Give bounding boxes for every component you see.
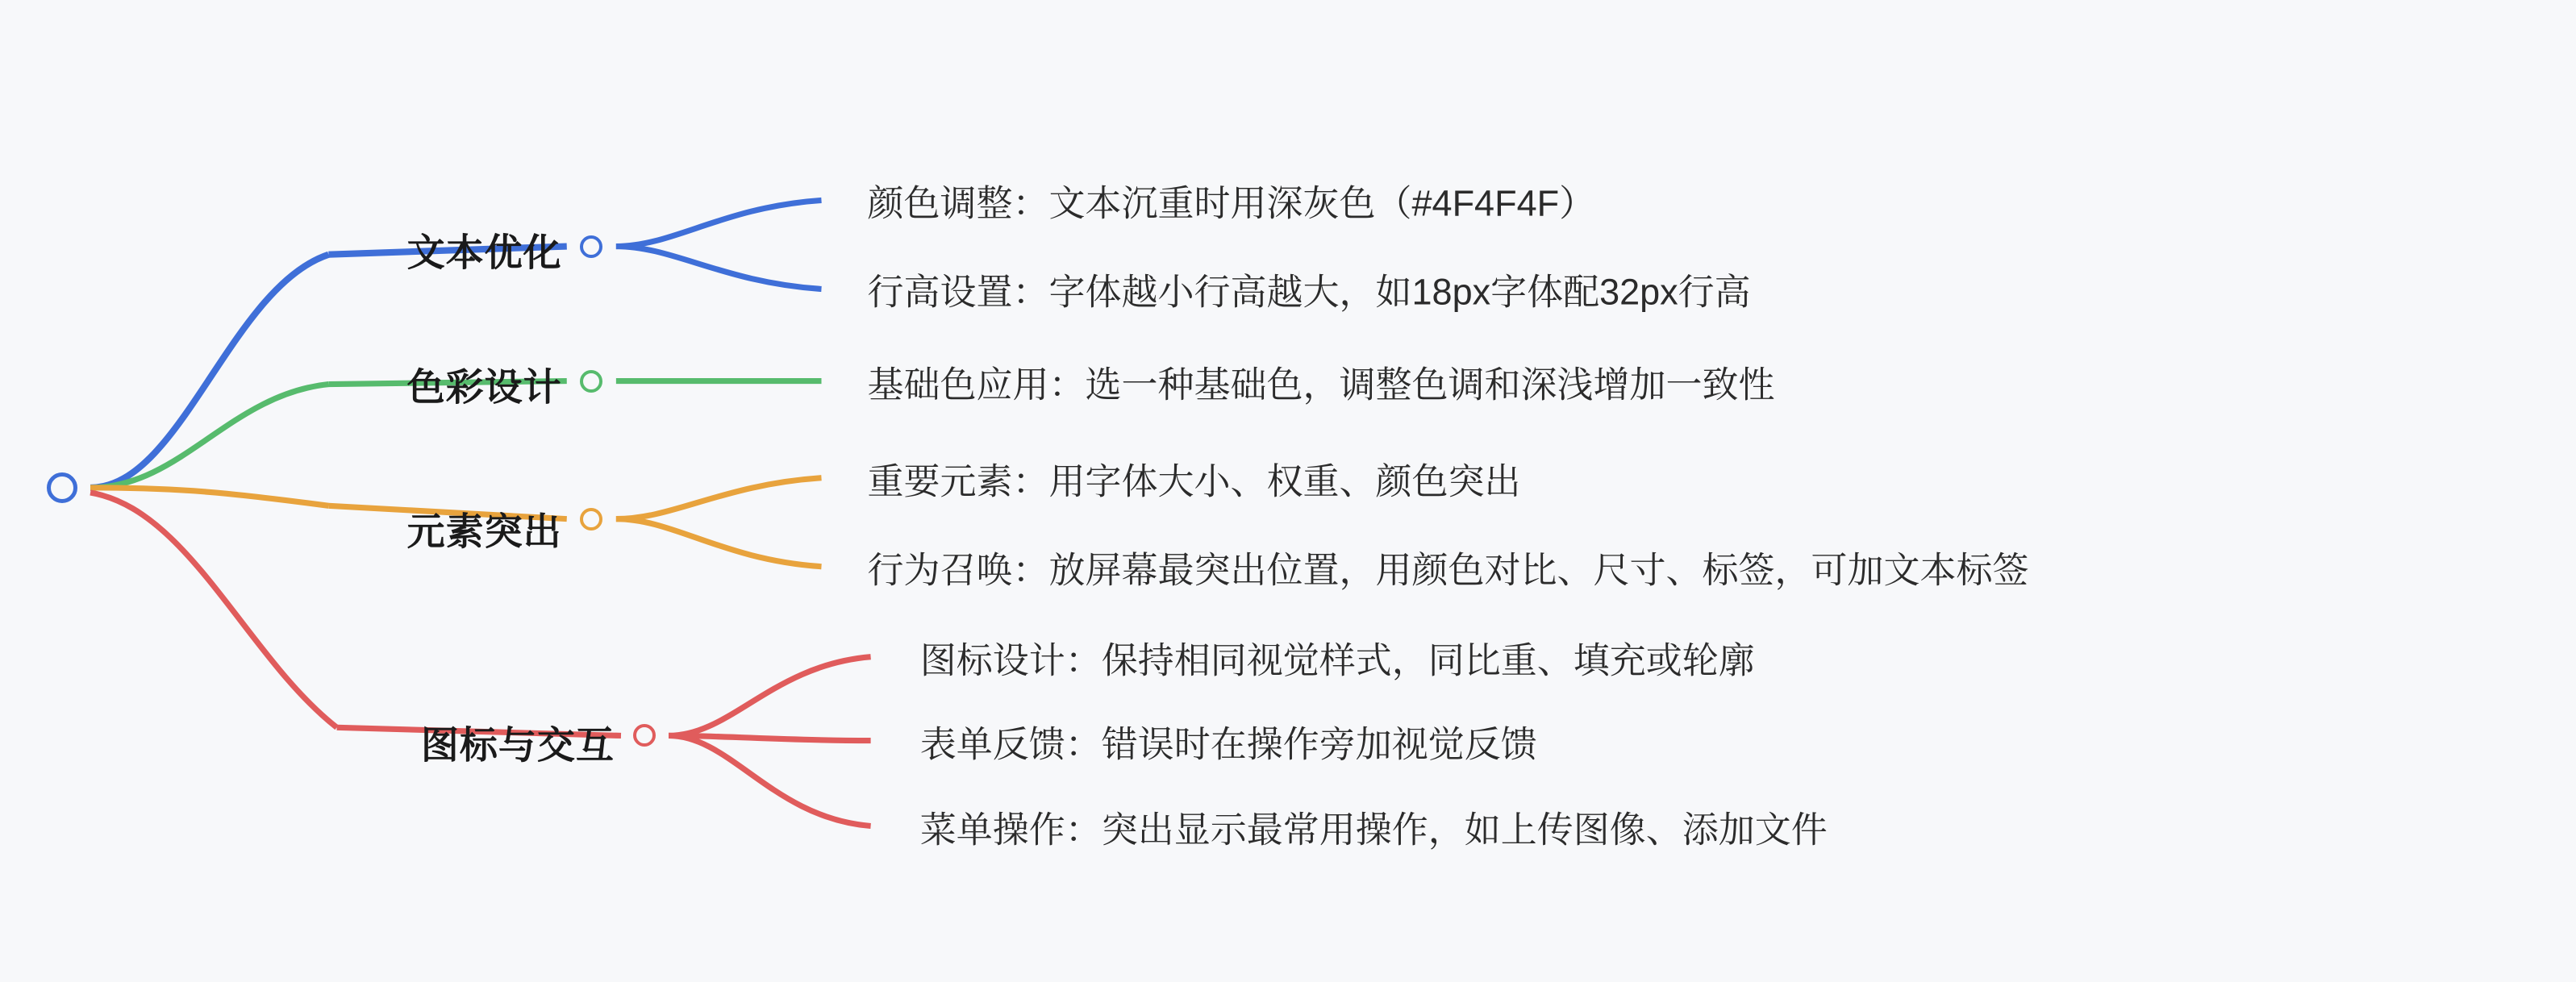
branch-label-element-emphasis[interactable]: 元素突出 (406, 510, 562, 553)
branch-label-icon-interaction[interactable]: 图标与交互 (420, 723, 615, 767)
leaf-label-form-feedback[interactable]: 表单反馈：错误时在操作旁加视觉反馈 (919, 723, 1537, 765)
edge-element-emphasis-to-call-to-action (616, 519, 822, 567)
leaf-label-base-color[interactable]: 基础色应用：选一种基础色，调整色调和深浅增加一致性 (867, 364, 1775, 406)
leaf-label-color-adjust[interactable]: 颜色调整：文本沉重时用深灰色（#4F4F4F） (867, 182, 1596, 224)
edge-icon-interaction-to-icon-design (669, 657, 871, 736)
leaf-label-menu-operation[interactable]: 菜单操作：突出显示最常用操作，如上传图像、添加文件 (919, 809, 1828, 850)
branch-dot-color-design[interactable] (580, 370, 602, 393)
edge-root-to-icon-interaction (90, 493, 337, 727)
edge-root-to-text-optimization (90, 255, 328, 488)
edge-root-to-color-design (90, 385, 328, 488)
branch-dot-icon-interaction[interactable] (633, 724, 656, 747)
leaf-label-icon-design[interactable]: 图标设计：保持相同视觉样式，同比重、填充或轮廓 (919, 639, 1755, 681)
leaf-label-call-to-action[interactable]: 行为召唤：放屏幕最突出位置，用颜色对比、尺寸、标签，可加文本标签 (867, 549, 2029, 591)
branch-dot-text-optimization[interactable] (580, 235, 602, 258)
leaf-label-important-elements[interactable]: 重要元素：用字体大小、权重、颜色突出 (867, 460, 1521, 502)
edge-text-optimization-to-color-adjust (616, 200, 822, 246)
branch-dot-element-emphasis[interactable] (580, 508, 602, 531)
edge-element-emphasis-to-important-elements (616, 478, 822, 519)
edge-icon-interaction-to-menu-operation (669, 735, 871, 826)
leaf-label-line-height[interactable]: 行高设置：字体越小行高越大，如18px字体配32px行高 (867, 271, 1751, 313)
edge-text-optimization-to-line-height (616, 247, 822, 289)
branch-label-color-design[interactable]: 色彩设计 (406, 365, 562, 409)
root-node-dot[interactable] (47, 472, 77, 503)
branch-label-text-optimization[interactable]: 文本优化 (406, 231, 562, 274)
